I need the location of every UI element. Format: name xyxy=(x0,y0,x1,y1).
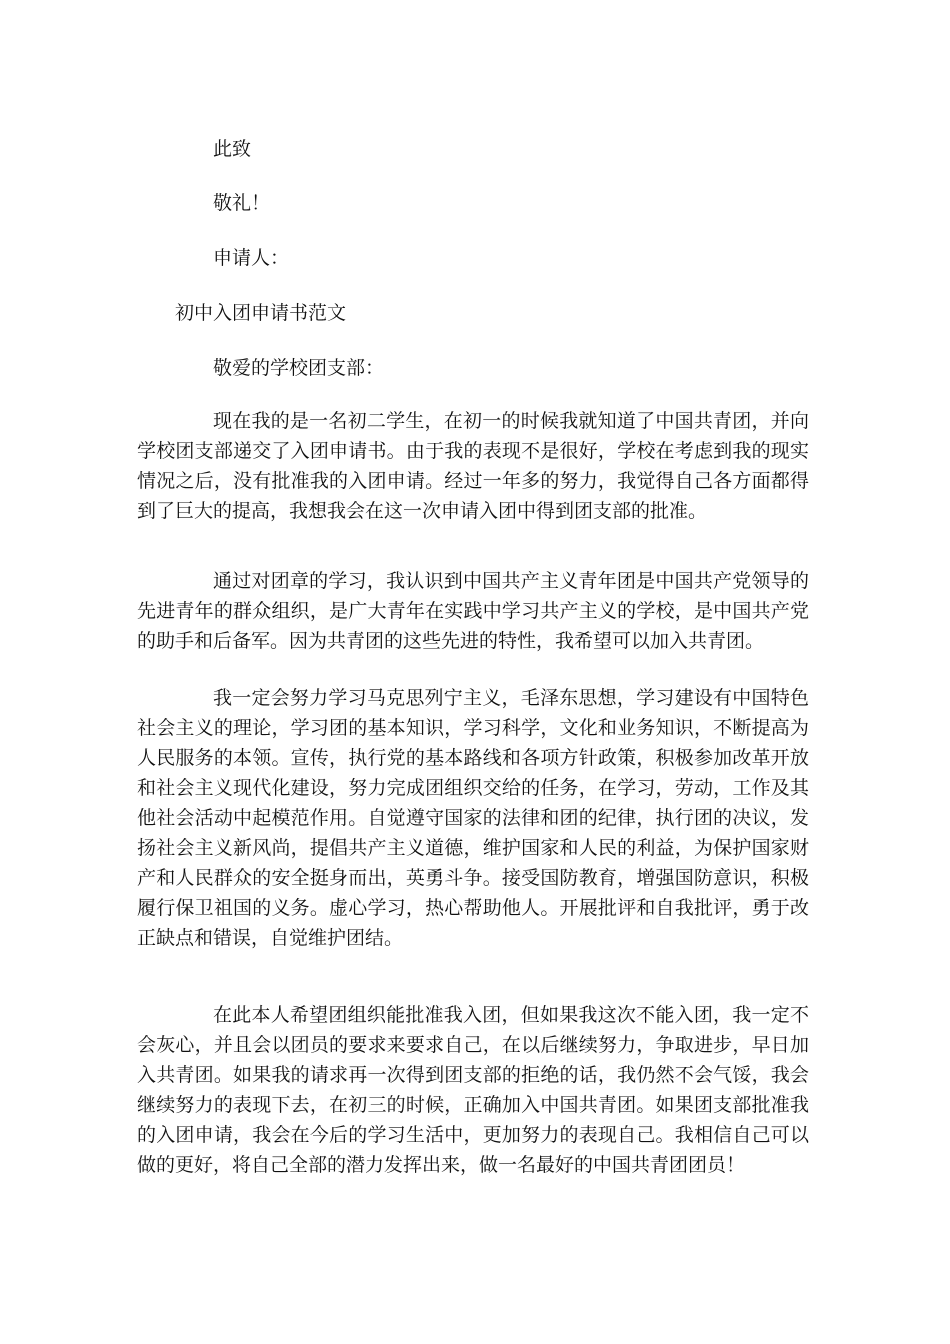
document-title: 初中入团申请书范文 xyxy=(175,302,347,324)
closing-line-jingli: 敬礼！ xyxy=(213,192,271,214)
paragraph-4: 在此本人希望团组织能批准我入团，但如果我这次不能入团，我一定不会灰心，并且会以团员的要求来要求自己，在以后继续努力，争取进步，早日加入共青团。如果我的请求再一次得到团支部的拒绝的话，我仍然不会气馁，我会继续努力的表现下去，在初三的时候，正确加入中国共青团。如果团支部批准我的入团申请，我会在今后的学习生活中，更加努力的表现自己。我相信自己可以做的更好，将自己全部的潜力发挥出来，做一名最好的中国共青团团员！ xyxy=(137,1004,809,1176)
paragraph-3: 我一定会努力学习马克思列宁主义，毛泽东思想，学习建设有中国特色社会主义的理论，学习团的基本知识，学习科学，文化和业务知识，不断提高为人民服务的本领。宣传，执行党的基本路线和各项方针政策，积极参加改革开放和社会主义现代化建设，努力完成团组织交给的任务，在学习，劳动，工作及其他社会活动中起模范作用。自觉遵守国家的法律和团的纪律，执行团的决议，发扬社会主义新风尚，提倡共产主义道德，维护国家和人民的利益，为保护国家财产和人民群众的安全挺身而出，英勇斗争。接受国防教育，增强国防意识，积极履行保卫祖国的义务。虚心学习，热心帮助他人。开展批评和自我批评，勇于改正缺点和错误，自觉维护团结。 xyxy=(137,687,809,949)
salutation: 敬爱的学校团支部： xyxy=(213,357,385,379)
paragraph-2: 通过对团章的学习，我认识到中国共产主义青年团是中国共产党领导的先进青年的群众组织，是广大青年在实践中学习共产主义的学校，是中国共产党的助手和后备军。因为共青团的这些先进的特性，我希望可以加入共青团。 xyxy=(137,570,809,652)
paragraph-1: 现在我的是一名初二学生，在初一的时候我就知道了中国共青团，并向学校团支部递交了入团申请书。由于我的表现不是很好，学校在考虑到我的现实情况之后，没有批准我的入团申请。经过一年多的努力，我觉得自己各方面都得到了巨大的提高，我想我会在这一次申请入团中得到团支部的批准。 xyxy=(137,410,809,522)
closing-line-cizhi: 此致 xyxy=(213,138,252,160)
applicant-label: 申请人： xyxy=(213,247,290,269)
